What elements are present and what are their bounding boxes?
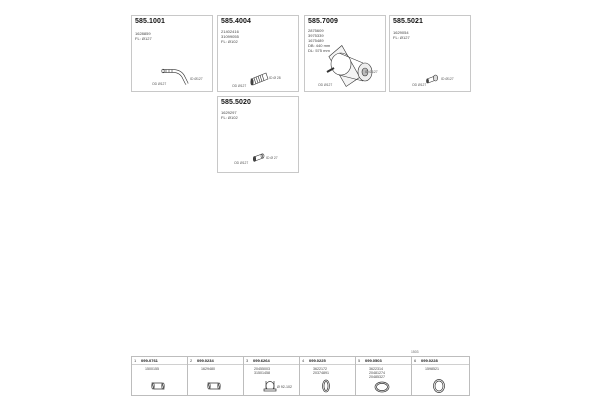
dimension-label: OD Ø127 <box>318 83 333 87</box>
accessory-cell[interactable] <box>356 357 412 395</box>
oe-number: 31099055 <box>221 34 239 39</box>
flange-spec: FL: Ø127 <box>393 35 410 40</box>
oe-number: 1629054 <box>393 30 409 35</box>
flange-spec: FL: Ø127 <box>135 36 152 41</box>
flange-spec: FL: Ø102 <box>221 115 238 120</box>
part-card[interactable] <box>304 15 386 92</box>
oe-number: 31501458 <box>254 371 270 375</box>
flex-pipe-drawing <box>218 16 300 93</box>
part-card[interactable] <box>217 15 299 92</box>
dimension-label: OD Ø127 <box>232 84 247 88</box>
oe-number: 3975339 <box>308 33 324 38</box>
oe-number: 21402416 <box>221 29 239 34</box>
exhaust-pipe-drawing <box>132 16 214 93</box>
item-index: 4 <box>302 358 305 363</box>
oe-number: 1500155 <box>145 367 159 371</box>
oe-number: 20374891 <box>313 371 329 375</box>
diameter-spec: DB: 440 mm <box>308 43 331 48</box>
part-number: 585.4004 <box>221 18 251 25</box>
part-card[interactable] <box>217 96 299 173</box>
oe-number: 3622172 <box>313 367 327 371</box>
item-index: 6 <box>414 358 417 363</box>
accessory-part-number: 099.0228 <box>421 358 438 363</box>
part-card[interactable] <box>389 15 471 92</box>
oe-number: 3622314 <box>369 367 383 371</box>
end-pipe-drawing <box>218 97 300 174</box>
accessories-table <box>131 356 470 396</box>
oe-number: 20481274 <box>369 371 385 375</box>
muffler-drawing <box>305 16 387 93</box>
dimension-label: OD Ø127 <box>412 83 427 87</box>
ring-gasket-drawing <box>412 357 469 395</box>
u-clamp-drawing <box>244 357 300 395</box>
item-index: 1 <box>134 358 137 363</box>
dimension-label: ID Ø 27 <box>266 156 278 160</box>
oe-number: 1629297 <box>221 110 237 115</box>
oe-number: 1628859 <box>135 31 151 36</box>
accessory-part-number: 099.0234 <box>197 358 214 363</box>
accessory-part-number: 099.6264 <box>253 358 270 363</box>
gasket-drawing <box>356 357 412 395</box>
dimension-label: OD Ø127 <box>152 82 167 86</box>
accessory-cell[interactable] <box>300 357 356 395</box>
oe-number: 1675489 <box>308 38 324 43</box>
accessory-part-number: 099.0503 <box>365 358 382 363</box>
part-number: 585.5021 <box>393 18 423 25</box>
clamp-drawing <box>188 357 244 395</box>
clamp-drawing <box>132 357 188 395</box>
accessory-part-number: 099-0761 <box>141 358 158 363</box>
accessory-cell[interactable] <box>244 357 300 395</box>
oe-number: 2875609 <box>308 28 324 33</box>
part-number: 585.7009 <box>308 18 338 25</box>
part-number: 585.5020 <box>221 99 251 106</box>
item-index: 2 <box>190 358 193 363</box>
length-spec: DL: 575 mm <box>308 48 330 53</box>
item-index: 5 <box>358 358 361 363</box>
gasket-drawing <box>300 357 356 395</box>
dimension-label: Ø 92-102 <box>277 385 292 389</box>
part-card[interactable] <box>131 15 213 92</box>
dimension-label: ID Ø127 <box>365 70 378 74</box>
flange-spec: FL: Ø102 <box>221 39 238 44</box>
dimension-label: OD Ø127 <box>234 161 249 165</box>
dimension-label: ID Ø 28 <box>269 76 281 80</box>
accessory-cell[interactable] <box>132 357 188 395</box>
part-number: 585.1001 <box>135 18 165 25</box>
page-note: 1503 <box>411 350 419 354</box>
end-pipe-drawing <box>390 16 472 93</box>
oe-number: 1629480 <box>201 367 215 371</box>
accessory-cell[interactable] <box>188 357 244 395</box>
item-index: 3 <box>246 358 249 363</box>
accessory-part-number: 099.0225 <box>309 358 326 363</box>
dimension-label: ID Ø127 <box>441 77 454 81</box>
oe-number: 20455003 <box>254 367 270 371</box>
oe-number: 20485327 <box>369 375 385 379</box>
oe-number: 1598521 <box>425 367 439 371</box>
dimension-label: ID Ø127 <box>190 77 203 81</box>
accessory-cell[interactable] <box>412 357 469 395</box>
